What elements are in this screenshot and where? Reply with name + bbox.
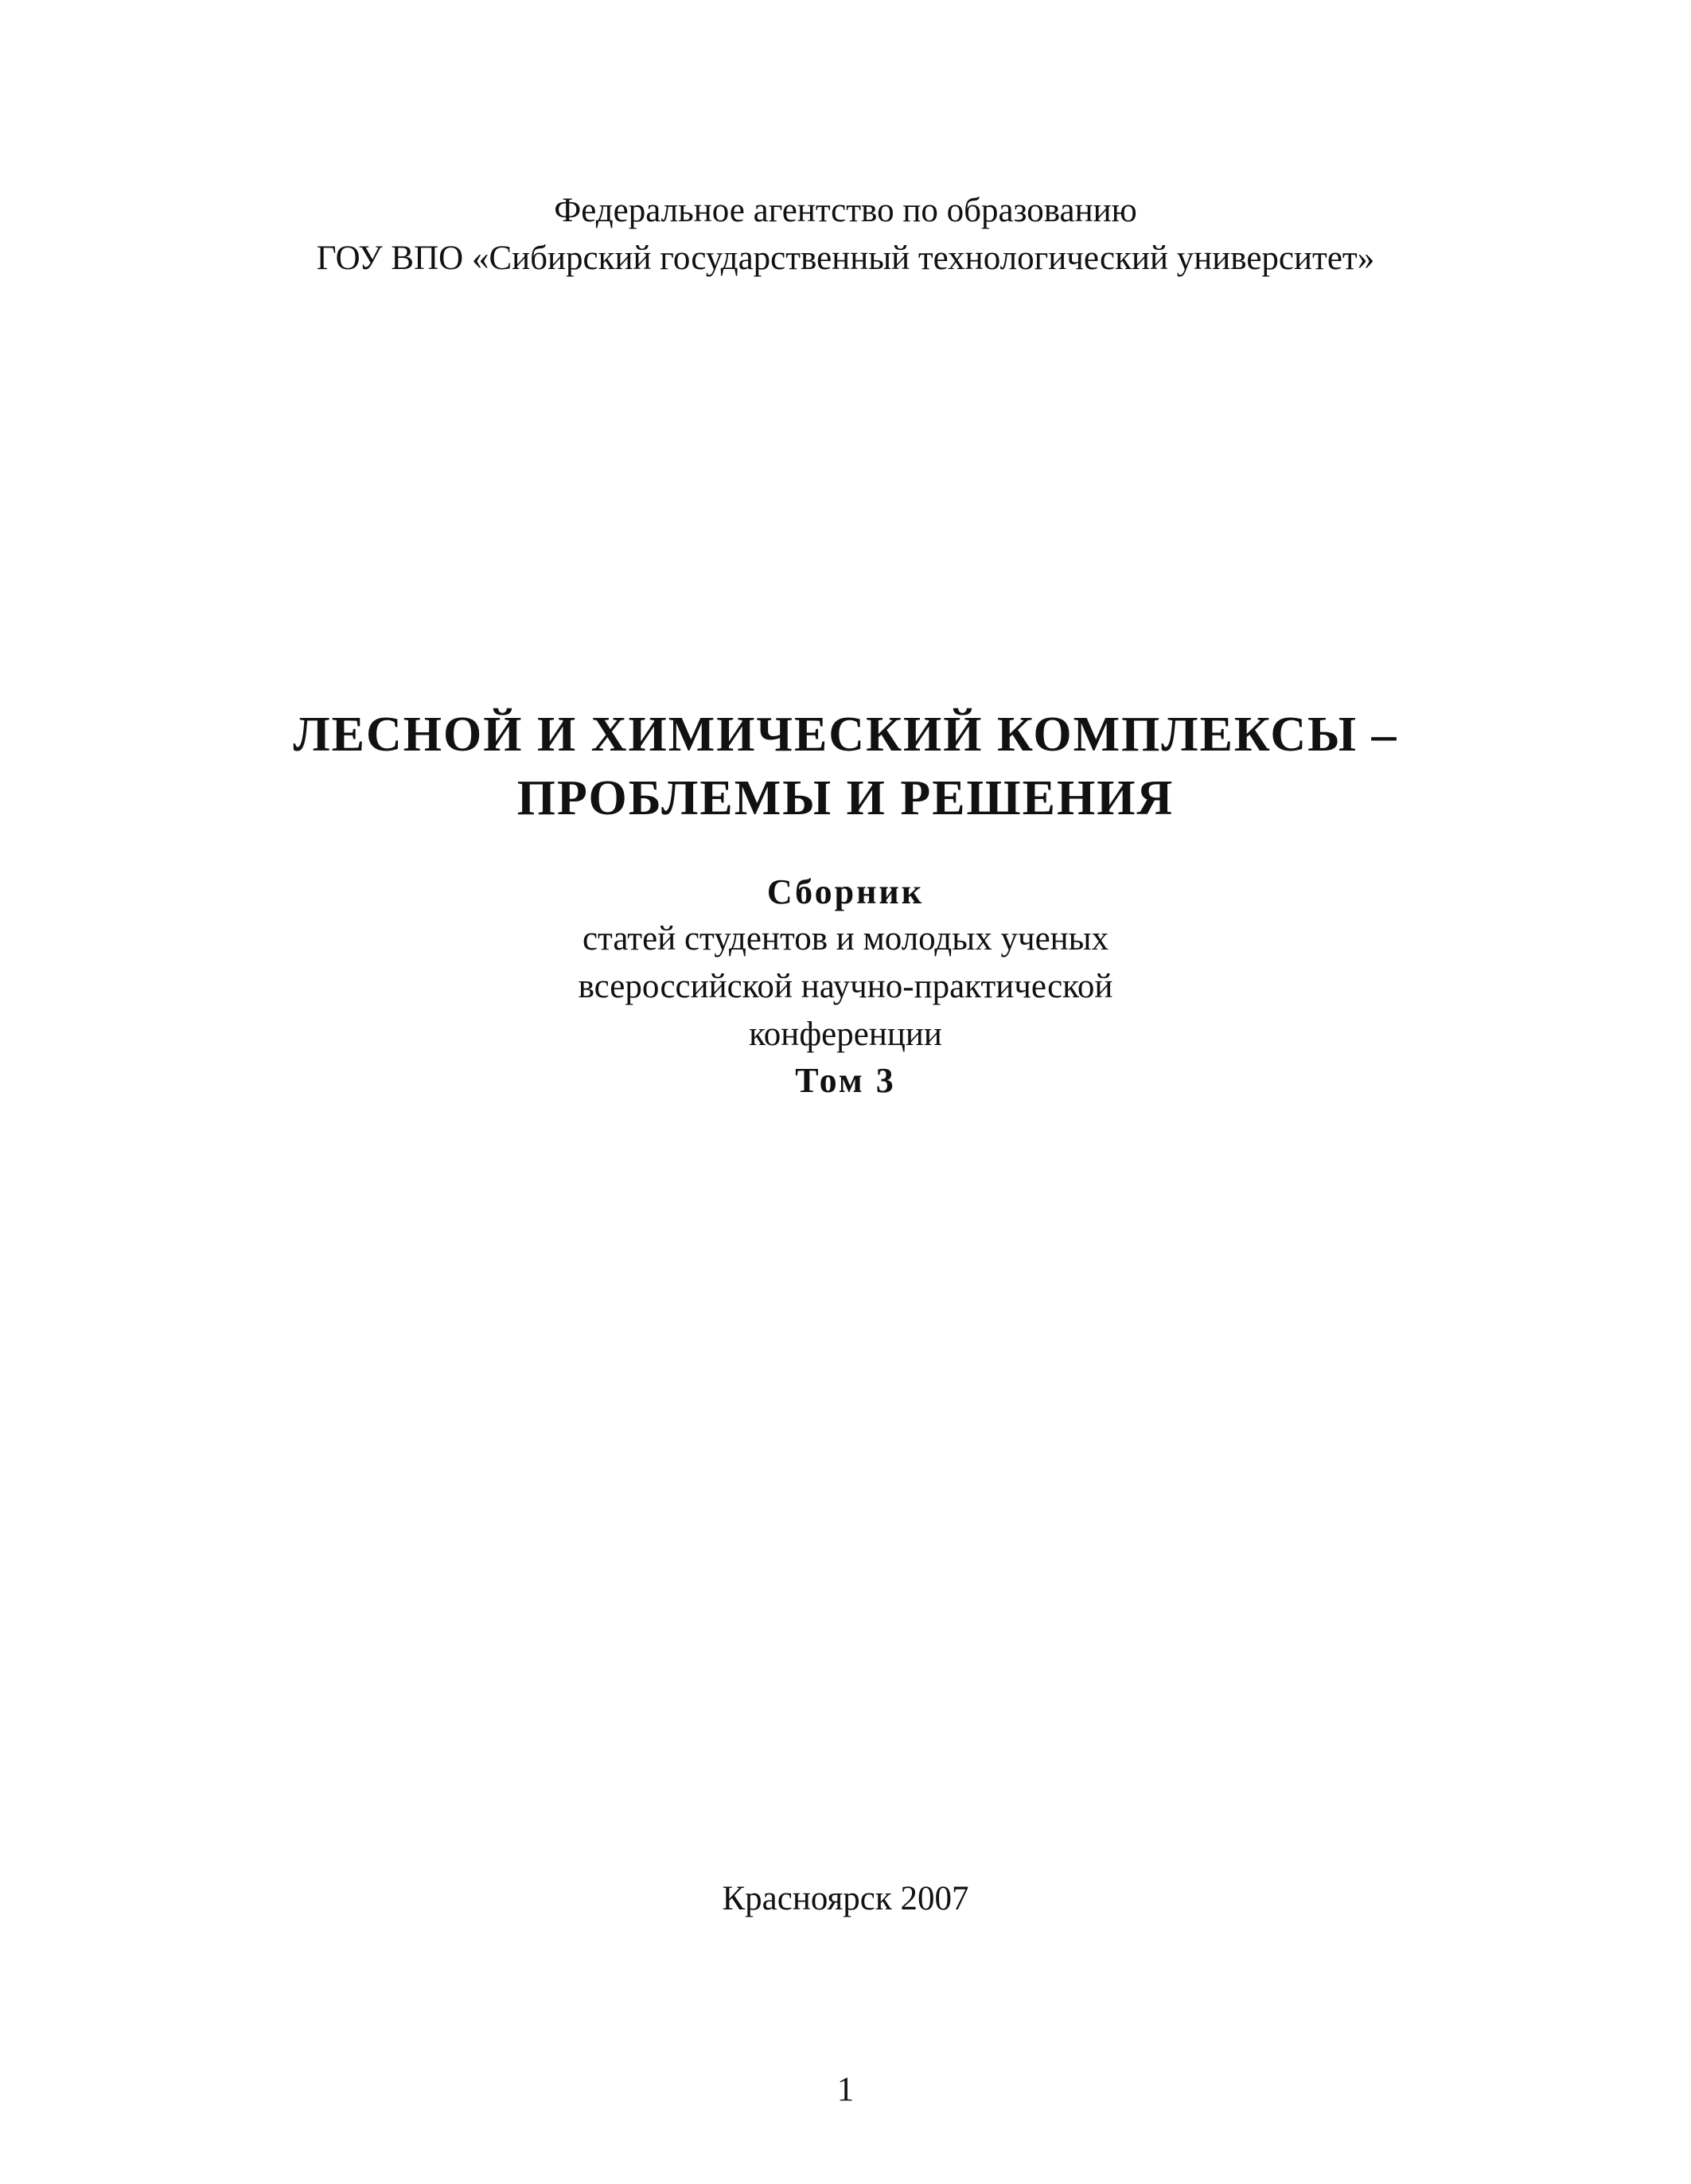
- volume-label: Том 3: [795, 1061, 896, 1100]
- place-year: Красноярск 2007: [722, 1880, 969, 1917]
- collection-label: Сборник: [766, 872, 925, 911]
- header-agency: Федеральное агентство по образованию: [554, 192, 1137, 229]
- title-line-1: ЛЕСНОЙ И ХИМИЧЕСКИЙ КОМПЛЕКСЫ –: [293, 708, 1398, 762]
- subtitle-line-2: всероссийской научно-практической: [578, 968, 1113, 1005]
- subtitle-line-3: конференции: [749, 1016, 942, 1053]
- title-line-2: ПРОБЛЕМЫ И РЕШЕНИЯ: [516, 771, 1175, 825]
- header-university: ГОУ ВПО «Сибирский государственный технологический университет»: [316, 240, 1375, 277]
- page-number: 1: [836, 2071, 855, 2108]
- subtitle-line-1: статей студентов и молодых ученых: [582, 920, 1109, 957]
